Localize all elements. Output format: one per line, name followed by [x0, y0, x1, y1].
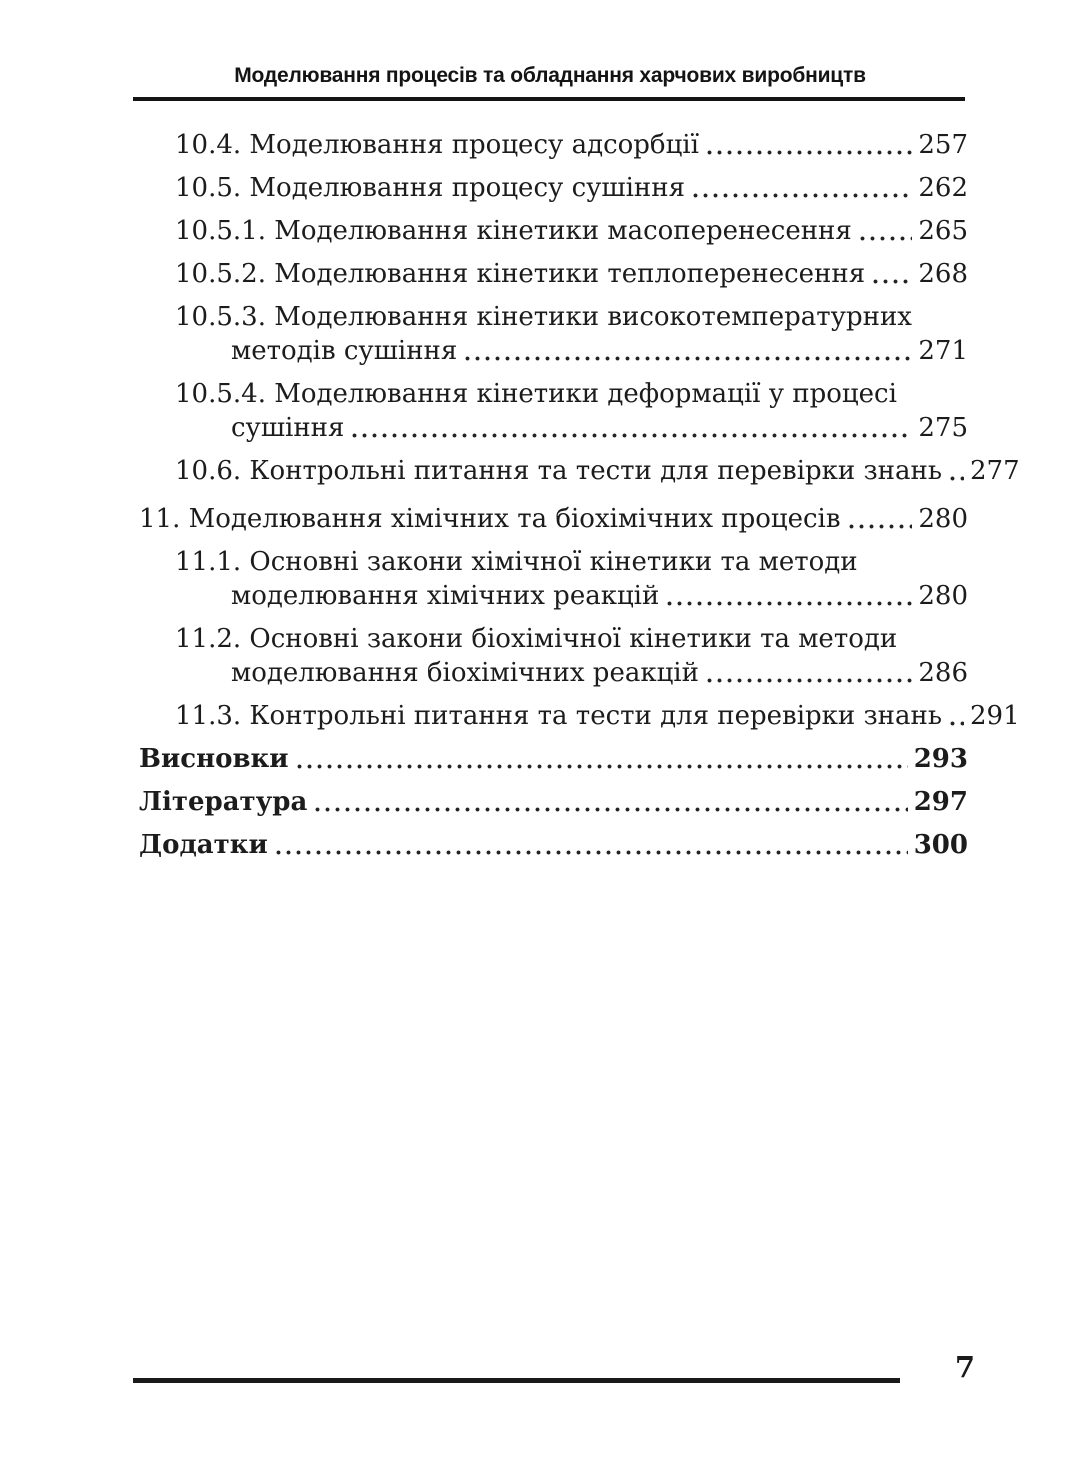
toc-page-number: 268	[918, 259, 968, 289]
toc-entry	[139, 699, 1020, 733]
header-rule	[133, 97, 965, 101]
dot-leader	[352, 433, 912, 438]
toc-entry-label: 10.5.4. Моделювання кінетики деформації у процесі	[175, 379, 897, 409]
running-header-title: Моделювання процесів та обладнання харчових виробництв	[234, 64, 866, 87]
toc-page-number: 265	[918, 216, 968, 246]
toc-entry	[139, 742, 968, 776]
dot-leader	[465, 356, 912, 361]
dot-leader	[707, 150, 912, 155]
toc-entry-label: Література	[139, 787, 308, 817]
dot-leader	[707, 678, 912, 683]
toc-entry-line2	[139, 334, 968, 368]
toc-page-number: 275	[918, 413, 968, 443]
toc-entry-label: 10.5.3. Моделювання кінетики високотемпературних	[175, 302, 912, 332]
toc-entry	[139, 502, 968, 536]
toc-entry-label: 10.5.2. Моделювання кінетики теплоперенесення	[175, 259, 866, 289]
toc-entry-label: 10.4. Моделювання процесу адсорбції	[175, 130, 699, 160]
toc-entry	[139, 128, 968, 162]
toc-entry-label: 11. Моделювання хімічних та біохімічних процесів	[139, 504, 841, 534]
dot-leader	[860, 236, 913, 241]
toc-page-number: 291	[970, 701, 1020, 731]
toc-entry-label: 10.5.1. Моделювання кінетики масоперенесення	[175, 216, 852, 246]
toc-entry-label: 10.5. Моделювання процесу сушіння	[175, 173, 685, 203]
toc-entry-label: 11.1. Основні закони хімічної кінетики та методи	[175, 547, 858, 577]
toc-page-number: 257	[918, 130, 968, 160]
toc-entry	[139, 622, 968, 690]
toc-page-number: 280	[918, 504, 968, 534]
toc-page-number: 286	[918, 658, 968, 688]
toc-entry	[139, 785, 968, 819]
toc-entry-line1	[139, 545, 968, 579]
toc-entry	[139, 377, 968, 445]
toc-entry-label: методів сушіння	[231, 336, 458, 366]
toc-entry-label: Додатки	[139, 830, 268, 860]
toc-entry-label: 11.2. Основні закони біохімічної кінетики та методи	[175, 624, 898, 654]
toc-page-number: 262	[918, 173, 968, 203]
toc-entry	[139, 257, 968, 291]
toc-page-number: 297	[913, 787, 968, 817]
toc-entry	[139, 545, 968, 613]
toc-entry-line2	[139, 656, 968, 690]
toc-entry-label: сушіння	[231, 413, 345, 443]
dot-leader	[315, 807, 907, 812]
footer-rule	[133, 1378, 900, 1383]
dot-leader	[297, 764, 908, 769]
toc-entry-line2	[139, 579, 968, 613]
toc-entry-line1	[139, 622, 968, 656]
dot-leader	[873, 279, 912, 284]
dot-leader	[693, 193, 912, 198]
toc-page-number: 300	[913, 830, 968, 860]
toc-entry	[139, 828, 968, 862]
dot-leader	[667, 601, 912, 606]
toc-entry-label: Висновки	[139, 744, 289, 774]
toc-entry	[139, 454, 1020, 488]
table-of-contents	[139, 128, 1020, 871]
toc-entry-label: 10.6. Контрольні питання та тести для перевірки знань	[175, 456, 942, 486]
toc-entry-line2	[139, 411, 968, 445]
dot-leader	[849, 524, 913, 529]
dot-leader	[950, 476, 964, 481]
running-header	[133, 64, 967, 88]
toc-page-number: 277	[970, 456, 1020, 486]
toc-entry	[139, 171, 968, 205]
toc-entry-label: 11.3. Контрольні питання та тести для перевірки знань	[175, 701, 942, 731]
toc-entry	[139, 214, 968, 248]
dot-leader	[276, 850, 908, 855]
toc-entry	[139, 300, 968, 368]
toc-entry-line1	[139, 300, 968, 334]
dot-leader	[950, 721, 964, 726]
toc-page-number: 293	[913, 744, 968, 774]
toc-page-number: 271	[918, 336, 968, 366]
toc-entry-label: моделювання біохімічних реакцій	[231, 658, 699, 688]
toc-page-number: 280	[918, 581, 968, 611]
toc-entry-line1	[139, 377, 968, 411]
toc-entry-label: моделювання хімічних реакцій	[231, 581, 660, 611]
page-number: 7	[954, 1350, 975, 1384]
